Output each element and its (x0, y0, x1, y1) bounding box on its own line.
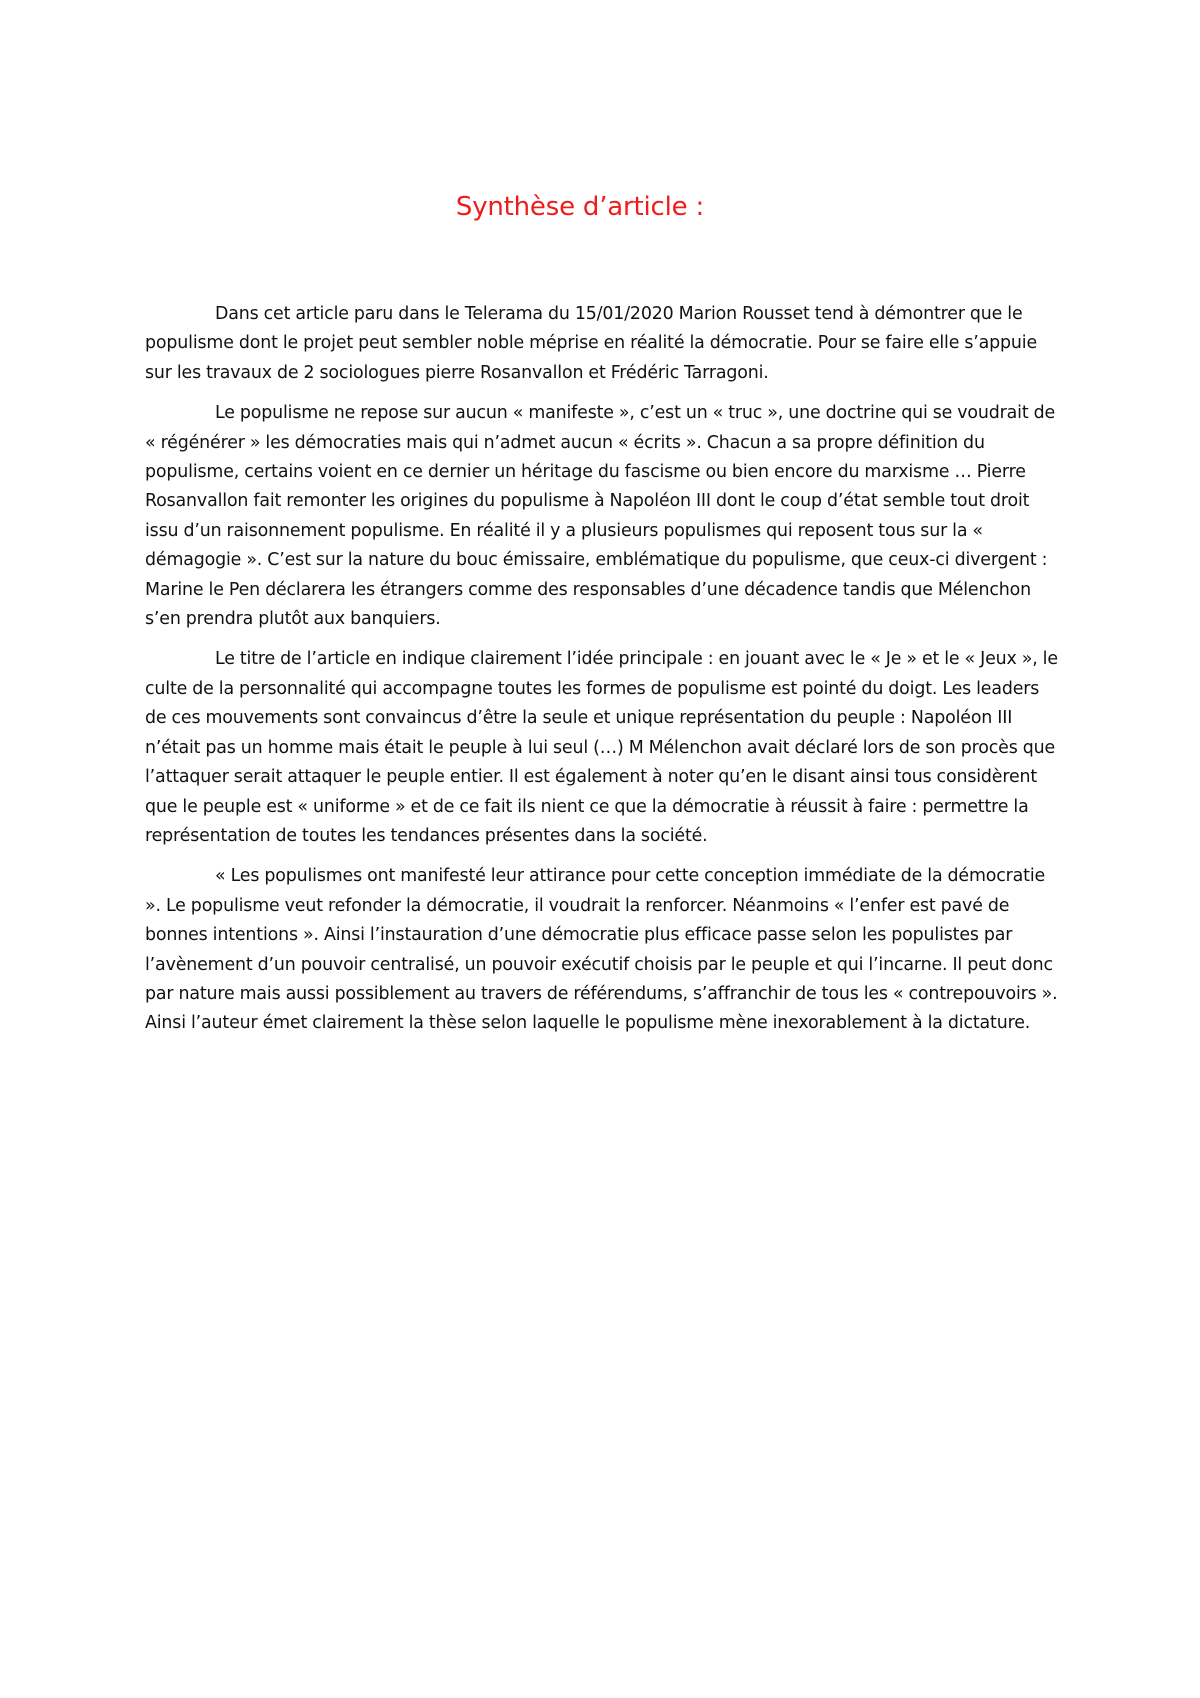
document-title: Synthèse d’article : (455, 192, 705, 222)
paragraph-definition: Le populisme ne repose sur aucun « manifeste », c’est un « truc », une doctrine qui se voudrait de « régénérer » les démocraties mais qui n’admet aucun « écrits ». Chacun a sa propre définition du populisme, certains voient en ce dernier un héritage du fascisme ou bien encore du marxisme … Pierre Rosanvallon fait remonter les origines du populisme à Napoléon III dont le coup d’état semble tout droit issu d’un raisonnement populisme. En réalité il y a plusieurs populismes qui reposent tous sur la « démagogie ». C’est sur la nature du bouc émissaire, emblématique du populisme, que ceux-ci divergent : Marine le Pen déclarera les étrangers comme des responsables d’une décadence tandis que Mélenchon s’en prendra plutôt aux banquiers. (145, 403, 1056, 630)
paragraph-title-analysis: Le titre de l’article en indique clairement l’idée principale : en jouant avec le « Je » et le « Jeux », le culte de la personnalité qui accompagne toutes les formes de populisme est pointé du doigt. Les leaders de ces mouvements sont convaincus d’être la seule et unique représentation du peuple : Napoléon III n’était pas un homme mais était le peuple à lui seul (…) M Mélenchon avait déclaré lors de son procès que l’attaquer serait attaquer le peuple entier. Il est également à noter qu’en le disant ainsi tous considèrent que le peuple est « uniforme » et de ce fait ils nient ce que la démocratie à réussit à faire : permettre la représentation de toutes les tendances présentes dans la société. (145, 649, 1058, 846)
paragraph-conclusion: « Les populismes ont manifesté leur attirance pour cette conception immédiate de la démocratie ». Le populisme veut refonder la démocratie, il voudrait la renforcer. Néanmoins « l’enfer est pavé de bonnes intentions ». Ainsi l’instauration d’une démocratie plus efficace passe selon les populistes par l’avènement d’un pouvoir centralisé, un pouvoir exécutif choisis par le peuple et qui l’incarne. Il peut donc par nature mais aussi possiblement au travers de référendums, s’affranchir de tous les « contrepouvoirs ». Ainsi l’auteur émet clairement la thèse selon laquelle le populisme mène inexorablement à la dictature. (145, 866, 1058, 1034)
document-body (145, 300, 1065, 1050)
paragraph-intro: Dans cet article paru dans le Telerama du 15/01/2020 Marion Rousset tend à démontrer que le populisme dont le projet peut sembler noble méprise en réalité la démocratie. Pour se faire elle s’appuie sur les travaux de 2 sociologues pierre Rosanvallon et Frédéric Tarragoni. (145, 304, 1038, 383)
